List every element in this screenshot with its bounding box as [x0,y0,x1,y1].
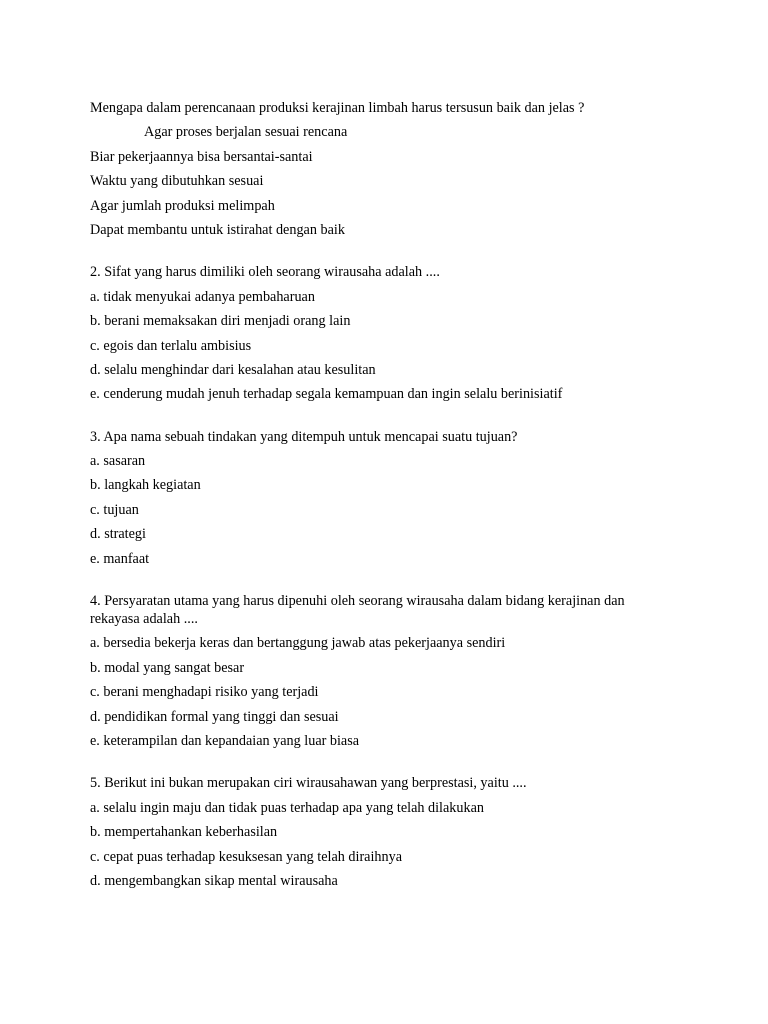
question-text: 4. Persyaratan utama yang harus dipenuhi oleh seorang wirausaha dalam bidang kerajinan dan rekayasa adalah .... [90,593,625,628]
option-text: d. selalu menghindar dari kesalahan atau kesulitan [90,361,376,378]
option-text: c. egois dan terlalu ambisius [90,337,252,354]
document-body [90,99,690,896]
question-text: 3. Apa nama sebuah tindakan yang ditempuh untuk mencapai suatu tujuan? [90,428,518,445]
question-block-2 [90,263,690,403]
option-text: e. cenderung mudah jenuh terhadap segala kemampuan dan ingin selalu berinisiatif [90,386,563,403]
option-text: Agar jumlah produksi melimpah [90,197,275,214]
option-text: b. langkah kegiatan [90,477,201,494]
option-text: c. berani menghadapi risiko yang terjadi [90,684,319,701]
option-text: c. tujuan [90,501,139,518]
option-text: b. mempertahankan keberhasilan [90,824,278,841]
question-block-5 [90,774,690,890]
option-text: b. berani memaksakan diri menjadi orang lain [90,313,351,330]
option-text: d. strategi [90,526,146,543]
option-text: Biar pekerjaannya bisa bersantai-santai [90,148,313,165]
option-text: a. selalu ingin maju dan tidak puas terhadap apa yang telah dilakukan [90,799,484,816]
option-text: a. sasaran [90,453,146,470]
question-block-3 [90,428,690,568]
question-text: Mengapa dalam perencanaan produksi kerajinan limbah harus tersusun baik dan jelas ? [90,100,585,116]
option-text: a. bersedia bekerja keras dan bertanggung jawab atas pekerjaanya sendiri [90,635,506,652]
option-text: Dapat membantu untuk istirahat dengan baik [90,221,345,238]
question-text: 5. Berikut ini bukan merupakan ciri wirausahawan yang berprestasi, yaitu .... [90,775,527,792]
option-text: Agar proses berjalan sesuai rencana [144,124,348,141]
question-block-1 [90,99,690,239]
option-text: a. tidak menyukai adanya pembaharuan [90,288,315,305]
option-text: Waktu yang dibutuhkan sesuai [90,173,264,190]
question-text: 2. Sifat yang harus dimiliki oleh seorang wirausaha adalah .... [90,264,440,281]
option-text: d. pendidikan formal yang tinggi dan sesuai [90,708,339,725]
option-text: c. cepat puas terhadap kesuksesan yang telah diraihnya [90,848,403,865]
option-text: e. manfaat [90,550,150,567]
question-block-4 [90,592,690,750]
option-text: d. mengembangkan sikap mental wirausaha [90,872,338,889]
option-text: e. keterampilan dan kepandaian yang luar biasa [90,732,360,749]
option-text: b. modal yang sangat besar [90,659,245,676]
